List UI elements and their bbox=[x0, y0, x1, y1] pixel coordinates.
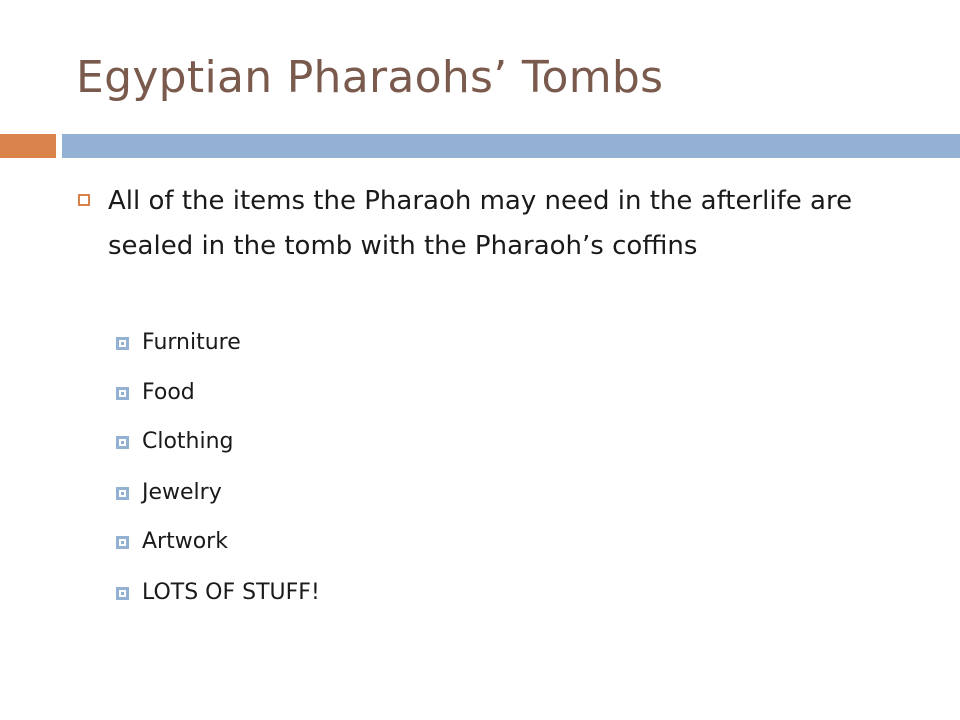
sub-bullet-text: Jewelry bbox=[142, 480, 222, 505]
sub-bullet-artwork bbox=[142, 528, 228, 556]
nested-square-icon bbox=[116, 337, 129, 350]
slide-title: Egyptian Pharaohs’ Tombs bbox=[76, 52, 664, 103]
nested-square-icon bbox=[116, 436, 129, 449]
nested-square-icon bbox=[116, 536, 129, 549]
sub-bullet-lots-of-stuff bbox=[142, 579, 320, 607]
sub-bullet-text: Furniture bbox=[142, 330, 241, 355]
hollow-square-icon bbox=[78, 194, 90, 206]
sub-bullet-furniture bbox=[142, 329, 241, 357]
nested-square-icon bbox=[116, 587, 129, 600]
sub-bullet-clothing bbox=[142, 428, 234, 456]
sub-bullet-text: Clothing bbox=[142, 429, 234, 454]
nested-square-icon bbox=[116, 387, 129, 400]
nested-square-icon bbox=[116, 487, 129, 500]
sub-bullet-text: Food bbox=[142, 380, 195, 405]
sub-bullet-jewelry bbox=[142, 479, 222, 507]
main-bullet-text: All of the items the Pharaoh may need in the afterlife are sealed in the tomb with the Pharaoh’s coffins bbox=[108, 186, 853, 261]
sub-bullet-text: LOTS OF STUFF! bbox=[142, 580, 320, 605]
sub-bullet-text: Artwork bbox=[142, 529, 228, 554]
main-bullet bbox=[108, 179, 868, 269]
sub-bullet-food bbox=[142, 379, 195, 407]
